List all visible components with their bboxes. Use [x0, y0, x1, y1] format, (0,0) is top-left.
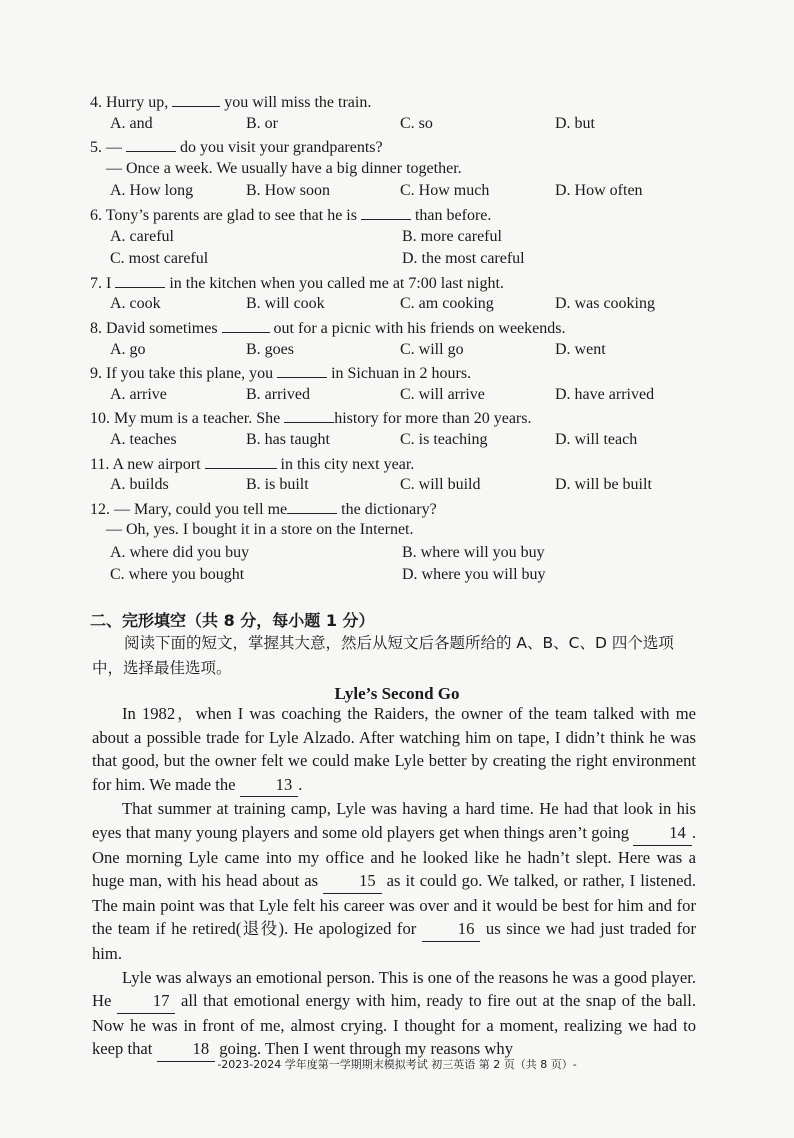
question-7: 7. I in the kitchen when you called me at 7:00 last night. [90, 274, 504, 292]
blank-18: 18 [157, 1037, 216, 1062]
option-c: C. so [400, 114, 433, 132]
option-b: B. has taught [246, 430, 330, 448]
question-9: 9. If you take this plane, you in Sichuan in 2 hours. [90, 365, 472, 383]
option-d: D. where you will buy [402, 566, 546, 584]
option-c: C. How much [400, 182, 490, 200]
option-b: B. more careful [402, 227, 502, 245]
section-title: 二、完形填空（共 8 分，每小题 1 分） [90, 611, 375, 630]
question-8-options [90, 339, 710, 362]
question-4: 4. Hurry up, you will miss the train. [90, 94, 372, 111]
option-a: A. where did you buy [110, 543, 250, 561]
option-d: D. was cooking [555, 295, 655, 313]
option-a: A. builds [110, 476, 169, 494]
option-d: D. went [555, 340, 606, 358]
option-d: D. will teach [555, 430, 638, 448]
option-b: B. or [246, 114, 278, 132]
option-c: C. am cooking [400, 295, 494, 313]
option-d: D. How often [555, 182, 643, 200]
question-4-options [90, 113, 710, 136]
question-5-options [90, 180, 710, 203]
multiple-choice-block [90, 90, 710, 587]
blank-15: 15 [323, 869, 382, 894]
option-b: B. is built [246, 476, 309, 494]
option-a: A. go [110, 340, 146, 358]
option-c: C. where you bought [110, 566, 245, 584]
option-c: C. is teaching [400, 430, 488, 448]
option-b: B. goes [246, 340, 294, 358]
option-b: B. arrived [246, 385, 310, 403]
blank-14: 14 [633, 821, 692, 846]
cloze-passage [92, 702, 696, 1062]
question-11: 11. A new airport in this city next year. [90, 455, 415, 473]
option-a: A. teaches [110, 430, 177, 448]
option-d: D. will be built [555, 476, 652, 494]
question-5-reply: — Once a week. We usually have a big dinner together. [106, 159, 462, 177]
option-d: D. have arrived [555, 385, 655, 403]
page-footer: -2023-2024 学年度第一学期期末模拟考试 初三英语 第 2 页（共 8 页）- [217, 1058, 577, 1071]
option-a: A. cook [110, 295, 161, 313]
paragraph-2: That summer at training camp, Lyle was having a hard time. He had that look in his eyes that many young players and some old players get when things aren’t going 14 . One morning Lyle came into my office and he looked like he hadn’t slept. Here was a huge man, with his head about as 15 as it could go. We talked, or rather, I listened. The main point was that Lyle felt his career was over and it would be best for him and for the team if he retired(退役). He apologized for 16 us since we had just traded for him. [92, 799, 696, 963]
question-6: 6. Tony’s parents are glad to see that he is than before. [90, 206, 492, 224]
question-7-options [90, 293, 710, 316]
option-c: C. most careful [110, 250, 209, 268]
option-b: B. where will you buy [402, 543, 545, 561]
question-9-options [90, 384, 710, 407]
question-5: 5. — do you visit your grandparents? [90, 139, 383, 157]
question-12-options-row2 [90, 564, 710, 587]
question-6-options-row1 [90, 226, 710, 249]
question-12-reply: — Oh, yes. I bought it in a store on the Internet. [106, 521, 414, 539]
question-11-options [90, 474, 710, 497]
question-10: 10. My mum is a teacher. She history for more than 20 years. [90, 410, 532, 428]
question-8: 8. David sometimes out for a picnic with his friends on weekends. [90, 319, 566, 337]
option-d: D. the most careful [402, 250, 525, 268]
option-c: C. will arrive [400, 385, 485, 403]
paragraph-3: Lyle was always an emotional person. This is one of the reasons he was a good player. He 17 all that emotional energy with him, ready to fire out at the snap of the ball. Now he was in front of me, almost crying. I thought for a moment, realizing we had to keep that 18 going. Then I went through my reasons why [92, 966, 696, 1062]
blank-17: 17 [117, 989, 176, 1014]
blank-13: 13 [240, 773, 299, 798]
option-d: D. but [555, 114, 595, 132]
option-c: C. will go [400, 340, 464, 358]
paragraph-1: In 1982，when I was coaching the Raiders, the owner of the team talked with me about a possible trade for Lyle Alzado. After watching him on tape, I didn’t think he was that good, but the owner felt we could make Lyle better by creating the right environment for him. We made the 13 . [92, 702, 696, 797]
question-12-options-row1 [90, 542, 710, 565]
blank-16: 16 [422, 917, 481, 942]
question-10-options [90, 429, 710, 452]
option-a: A. arrive [110, 385, 167, 403]
question-6-options-row2 [90, 248, 710, 271]
option-a: A. and [110, 114, 153, 132]
question-12: 12. — Mary, could you tell me the dictionary? [90, 500, 437, 518]
option-c: C. will build [400, 476, 481, 494]
passage-title: Lyle’s Second Go [334, 684, 460, 703]
section-instructions: 阅读下面的短文，掌握其大意，然后从短文后各题所给的 A、B、C、D 四个选项中，选择最佳选项。 [92, 634, 674, 677]
option-a: A. How long [110, 182, 194, 200]
option-a: A. careful [110, 227, 174, 245]
option-b: B. will cook [246, 295, 325, 313]
option-b: B. How soon [246, 182, 331, 200]
